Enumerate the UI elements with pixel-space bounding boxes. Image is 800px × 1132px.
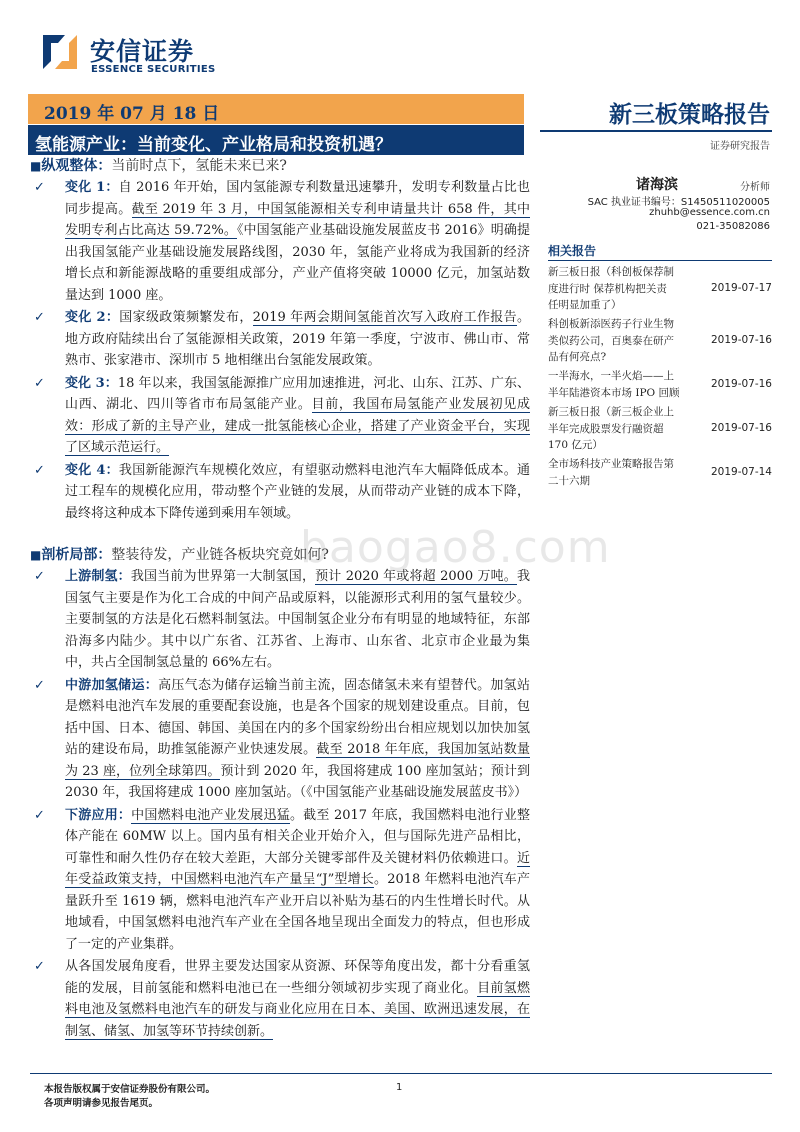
related-report-item[interactable]: [548, 456, 772, 489]
item-highlight: 截至 2019 年 3 月，中国氢能源相关专利申请量共计 658 件，其中发明专利占比高达 59.72%。: [65, 201, 530, 238]
brand-name-cn: 安信证券: [90, 37, 195, 66]
related-report-item[interactable]: [548, 316, 772, 366]
item-highlight: 2019 年两会期间氢能首次写入政府工作报告: [252, 310, 517, 325]
list-item: [30, 805, 530, 956]
item-text: 。地方政府陆续出台了氢能源相关政策，2019 年第一季度，宁波市、佛山市、常熟市、张家港市、深圳市 5 地相继出台氢能发展政策。: [65, 310, 530, 368]
list-item: [30, 307, 530, 372]
item-text: 我国氢气主要是作为化工合成的中间产品或原料，以能源形式利用的氢气量较少。主要制氢的方法是化石燃料制氢法。中国制氢企业分布有明显的地域特征，东部沿海多内陆少。其中以广东省、江苏省、上海市、山东省、北京市企业最为集中，共占全国制氢总量的 66%左右。: [65, 569, 530, 670]
related-report-item[interactable]: [548, 368, 772, 401]
check-icon: ✓: [34, 310, 45, 325]
report-type: 新三板策略报告: [609, 101, 770, 128]
report-type-rule: [540, 130, 772, 132]
item-keyword: 变化 4：: [65, 462, 119, 478]
check-icon: ✓: [34, 462, 45, 478]
item-keyword: 上游制氢：: [65, 569, 131, 584]
item-text: 《中国氢能产业基础设施发展蓝皮书 2016》明确提出我国氢能产业基础设施发展路线图，2030 年，氢能产业将成为我国新的经济增长点和新能源战略的重要组成部分，产业产值将突破 10000 亿元，加氢站数量达到 1000 座。: [65, 223, 531, 303]
list-item: [30, 177, 530, 306]
item-text: 从各国发展角度看，世界主要发达国家从资源、环保等角度出发，都十分看重氢能的发展，目前氢能和燃料电池已在一些细分领域初步实现了商业化。: [65, 959, 530, 996]
related-report-title[interactable]: 任明显加重了）: [548, 299, 622, 311]
related-report-title[interactable]: 度进行时 保荐机构把关责: [548, 282, 667, 295]
item-text: 自 2016 年开始，国内氢能源专利数量迅速攀升，发明专利数量占比也同步提高。: [65, 180, 530, 217]
check-icon: ✓: [34, 807, 45, 823]
item-keyword: 变化 1：: [65, 180, 119, 195]
main-content: [30, 156, 530, 1043]
item-text: 国家级政策频繁发布，: [119, 310, 253, 325]
item-text: 。截至 2017 年底，我国燃料电池行业整体产能在 60MW 以上。国内虽有相关企业开始介入，但与国际先进产品相比，可靠性和耐久性仍存在较大差距，大部分关键零部件及关键材料仍依赖进口。: [65, 807, 530, 866]
footer-copyright: 本报告版权属于安信证券股份有限公司。: [44, 1084, 216, 1095]
footer-disclaimer: 各项声明请参见报告尾页。: [44, 1098, 159, 1109]
related-report-title[interactable]: 新三板日报（科创板保荐制: [548, 266, 674, 278]
related-report-title[interactable]: 品有何亮点?: [548, 351, 607, 363]
logo-mark-icon: [40, 32, 80, 72]
item-keyword: 中游加氢储运：: [65, 677, 159, 693]
item-text: 18 年以来，我国氢能源推广应用加速推进，河北、山东、江苏、广东、山西、湖北、四川等省市布局氢能产业。: [65, 375, 530, 412]
item-text: 预计到 2020 年，我国将建成 100 座加氢站；预计到 2030 年，我国将建成 1000 座加氢站。（《中国氢能产业基础设施发展蓝皮书》）: [65, 763, 530, 800]
brand-name-en: ESSENCE SECURITIES: [91, 64, 216, 75]
section-label: 剖析局部：: [41, 547, 112, 563]
item-keyword: 变化 2：: [65, 310, 120, 325]
analyst-email: zhuhb@essence.com.cn: [649, 207, 770, 218]
related-report-title[interactable]: 一半海水，一半火焰——上: [548, 370, 674, 382]
item-text: 我国当前为世界第一大制氢国，: [130, 569, 316, 584]
related-reports-rule: [548, 260, 772, 261]
related-report-date: 2019-07-16: [710, 422, 772, 434]
list-item: [30, 675, 530, 804]
related-report-title[interactable]: 类似药公司，百奥泰在研产: [548, 334, 674, 347]
item-highlight: 预计 2020 年或将超 2000 万吨。: [315, 569, 517, 584]
related-report-title[interactable]: 半年陆港资本市场 IPO 回顾: [548, 386, 680, 399]
item-highlight: 目前，我国布局氢能产业发展初见成效：形成了新的主导产业，建成一批氢能核心企业，搭建了产业资金平台，实现了区域示范运行。: [65, 397, 530, 455]
related-report-title[interactable]: 全市场科技产业策略报告第: [548, 458, 674, 470]
item-text: 高压气态为储存运输当前主流，固态储氢未来有望替代。加氢站是燃料电池汽车发展的重要配套设施，也是各个国家的规划建设重点。目前，包括中国、日本、德国、韩国、美国在内的多个国家纷纷出台相应规划以加快加氢站的建设布局，助推氢能源产业快速发展。: [65, 677, 530, 757]
check-icon: ✓: [34, 569, 45, 584]
analyst-phone: 021-35082086: [696, 221, 770, 232]
item-highlight: 中国燃料电池产业发展迅猛: [131, 807, 290, 823]
report-title: 氢能源产业：当前变化、产业格局和投资机遇？: [35, 135, 392, 155]
section-heading: [30, 156, 530, 176]
analyst-sac: SAC 执业证书编号：S1450511020005: [587, 197, 770, 208]
analyst-role: 分析师: [740, 182, 770, 193]
related-report-title[interactable]: 二十六期: [548, 474, 590, 487]
related-report-item[interactable]: [548, 404, 772, 454]
check-icon: ✓: [34, 375, 45, 391]
related-report-title[interactable]: 半年完成股票发行融资超: [548, 422, 664, 435]
check-icon: ✓: [34, 959, 45, 974]
section-question: 当前时点下，氢能未来已来?: [111, 158, 287, 174]
related-report-date: 2019-07-14: [710, 466, 772, 478]
list-item: [30, 460, 530, 525]
related-report-title[interactable]: 科创板新添医药子行业生物: [548, 318, 674, 330]
brand-logo: [40, 28, 260, 78]
watermark: baogao8.com: [300, 522, 611, 573]
square-bullet-icon: ■: [30, 548, 42, 562]
list-item: [30, 373, 530, 459]
item-text: 。2018 年燃料电池汽车产量跃升至 1619 辆，燃料电池汽车产业开启以补贴为基石的内生性增长时代。从地域看，中国氢燃料电池汽车产业在全国各地呈现出全面发力的特点，但也形成了一定的产业集群。: [65, 872, 530, 952]
item-highlight: 近年受益政策支持，中国燃料电池汽车产量呈“J”型增长: [65, 850, 530, 887]
item-text: 我国新能源汽车规模化效应，有望驱动燃料电池汽车大幅降低成本。通过工程车的规模化应用，带动整个产业链的发展，从而带动产业链的成本下降，最终将这种成本下降传递到乘用车领域。: [65, 462, 530, 521]
related-reports-title: 相关报告: [548, 244, 597, 258]
square-bullet-icon: ■: [30, 159, 42, 173]
related-report-date: 2019-07-16: [710, 334, 772, 346]
analyst-name: 诸海滨: [636, 177, 678, 193]
related-report-date: 2019-07-16: [710, 378, 772, 390]
page-number: 1: [396, 1082, 403, 1093]
report-subtype: 证券研究报告: [710, 141, 770, 152]
related-report-date: 2019-07-17: [710, 282, 772, 294]
item-highlight: 目前氢燃料电池及氢燃料电池汽车的研发与商业化应用在日本、美国、欧洲迅速发展，在制氢、储氢、加氢等环节持续创新。: [65, 980, 530, 1039]
section-question: 整装待发，产业链各板块究竟如何?: [111, 547, 329, 563]
item-keyword: 变化 3：: [65, 375, 118, 391]
related-report-item[interactable]: [548, 264, 772, 314]
list-item: [30, 956, 530, 1042]
check-icon: ✓: [34, 180, 45, 195]
list-item: [30, 566, 530, 674]
related-report-title[interactable]: 新三板日报（新三板企业上: [548, 406, 674, 418]
report-date: 2019 年 07 月 18 日: [44, 104, 220, 124]
section-label: 纵观整体：: [41, 158, 112, 174]
related-report-title[interactable]: 170 亿元）: [548, 439, 603, 451]
item-highlight: 截至 2018 年年底，我国加氢站数量为 23 座，位列全球第四。: [65, 742, 530, 779]
check-icon: ✓: [34, 677, 45, 693]
footer-rule: [30, 1073, 772, 1074]
item-keyword: 下游应用：: [65, 807, 132, 823]
